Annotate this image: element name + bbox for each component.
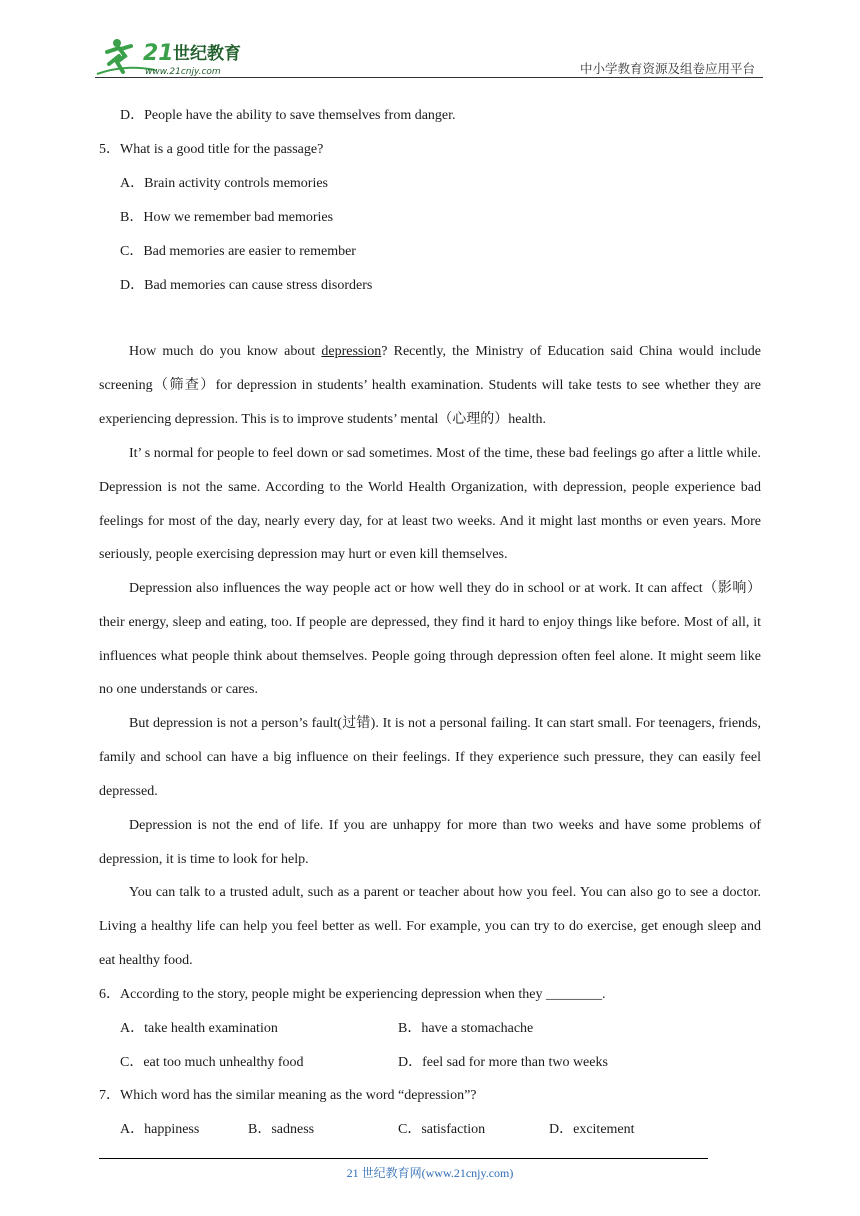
q6-question: 6．According to the story, people might be experiencing depression when they ________. (99, 987, 606, 1002)
q6-option-a: A．take health examination (120, 1021, 278, 1036)
q7-question: 7．Which word has the similar meaning as the word “depression”? (99, 1088, 477, 1103)
q5-option-d: D．Bad memories can cause stress disorders (120, 278, 373, 293)
footer-divider (99, 1158, 708, 1159)
21cnjy-logo (95, 34, 265, 78)
q7-option-d: D．excitement (549, 1122, 635, 1137)
passage-paragraph-5: Depression is not the end of life. If you are unhappy for more than two weeks and have some problems of depression, it is time to look for help. (99, 818, 761, 867)
passage-paragraph-4: But depression is not a person’s fault(过错). It is not a personal failing. It can start small. For teenagers, friends, family and school can have a big influence on their feelings. If they experience such pressure, they can easily feel depressed. (99, 716, 761, 799)
page-header (95, 34, 760, 78)
q5-option-c: C．Bad memories are easier to remember (120, 244, 356, 259)
platform-name: 中小学教育资源及组卷应用平台 (579, 61, 755, 76)
svg-text:www.21cnjy.com: www.21cnjy.com (145, 67, 221, 77)
q6-option-b: B．have a stomachache (398, 1021, 534, 1036)
q4-option-d: D．People have the ability to save themselves from danger. (120, 108, 456, 123)
passage-paragraph-1 (99, 335, 761, 436)
q7-option-c: C．satisfaction (398, 1122, 486, 1137)
passage-paragraph-2: It’ s normal for people to feel down or sad sometimes. Most of the time, these bad feelings go after a little while. Depression is not the same. According to the World Health Organization, with depression, people experience bad feelings for most of the day, nearly every day, for at least two weeks. And it might last months or even years. More seriously, people exercising depression may hurt or even kill themselves. (99, 446, 761, 563)
q6-option-d: D．feel sad for more than two weeks (398, 1055, 608, 1070)
footer-text: 21 世纪教育网(www.21cnjy.com) (346, 1166, 514, 1180)
passage-text: ? Recently, the Ministry of Education said China would include screening（筛查）for depression in students’ health examination. Students will take tests to see whether they are experiencing depression. This is to improve students’ mental（心理的）health. (99, 344, 761, 427)
q7-option-b: B．sadness (248, 1122, 315, 1137)
underlined-word: depression (321, 344, 382, 359)
q5-question: 5．What is a good title for the passage? (99, 142, 324, 157)
q7-option-a: A．happiness (120, 1122, 200, 1137)
header-divider (95, 77, 763, 78)
q5-option-b: B．How we remember bad memories (120, 210, 334, 225)
passage-text: How much do you know about (129, 344, 322, 359)
passage-paragraph-6: You can talk to a trusted adult, such as a parent or teacher about how you feel. You can also go to see a doctor. Living a healthy life can help you feel better as well. For example, you can try to do exercise, get enough sleep and eat healthy food. (99, 885, 761, 968)
q5-option-a: A．Brain activity controls memories (120, 176, 329, 191)
passage-paragraph-3: Depression also influences the way people act or how well they do in school or at work. It can affect（影响）their energy, sleep and eating, too. If people are depressed, they find it hard to enjoy things like before. Most of all, it influences what people think about themselves. People going through depression often feel alone. It might seem like no one understands or cares. (99, 581, 761, 698)
svg-text:世纪教育: 世纪教育 (173, 44, 241, 64)
q6-option-c: C．eat too much unhealthy food (120, 1055, 304, 1070)
svg-text:21: 21 (143, 41, 174, 66)
